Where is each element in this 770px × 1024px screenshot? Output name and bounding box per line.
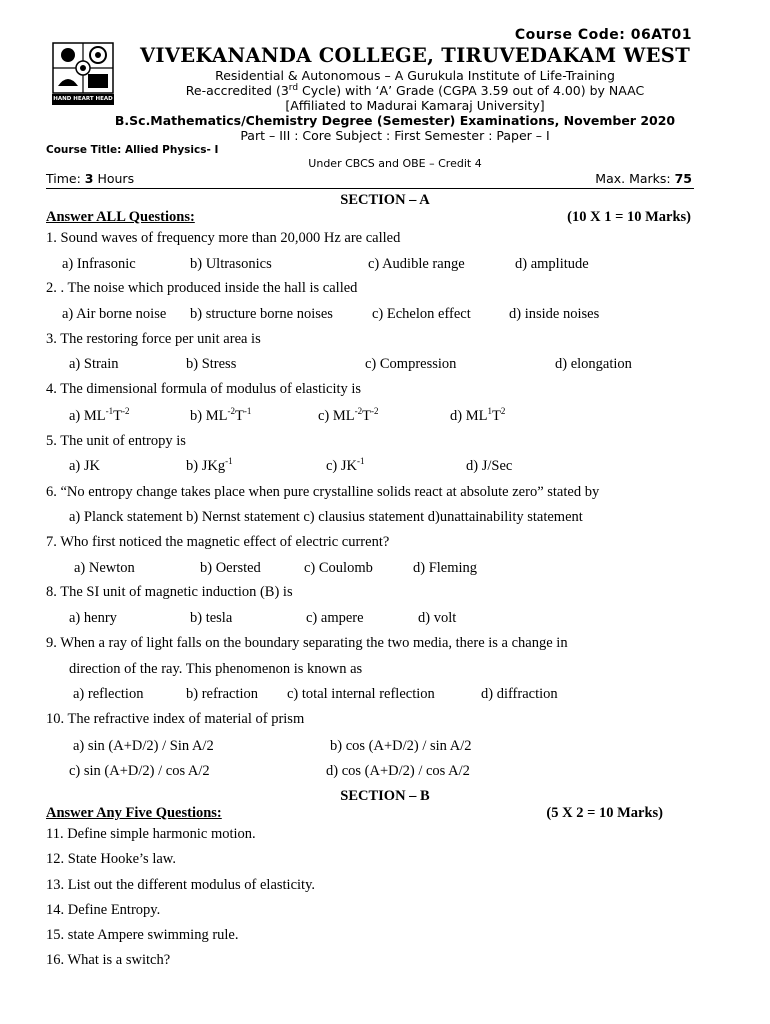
course-title: Course Title: Allied Physics- I [46,144,219,156]
q1-option-c: c) Audible range [368,256,465,272]
q7-option-d: d) Fleming [413,560,478,576]
q9-option-d: d) diffraction [481,686,558,702]
q2-option-b: b) structure borne noises [190,306,333,322]
question-9-continued: direction of the ray. This phenomenon is known as [69,661,363,677]
question-14: 14. Define Entropy. [46,902,161,918]
q9-option-c: c) total internal reflection [287,686,435,702]
q3-option-d: d) elongation [555,356,632,372]
q10-option-c: c) sin (A+D/2) / cos A/2 [69,763,210,779]
q10-option-d: d) cos (A+D/2) / cos A/2 [326,763,470,779]
header-line-3: [Affiliated to Madurai Kamaraj University] [285,98,545,113]
section-b-title: SECTION – B [340,788,430,804]
q4-option-c: c) $ML^{-2}T^{-2}$ [318,406,379,424]
q1-option-d: d) amplitude [515,256,589,272]
section-b-marks: (5 X 2 = 10 Marks) [546,805,663,821]
part-line: Part – III : Core Subject : First Semester : Paper – I [240,128,550,143]
q5-option-a: a) JK [69,458,101,474]
q2-option-a: a) Air borne noise [62,306,167,322]
q3-option-c: c) Compression [365,356,457,372]
time-line: Time: 3 Hours [46,171,135,186]
course-code: Course Code: 06AT01 [514,27,692,43]
question-6: 6. “No entropy change takes place when pure crystalline solids react at absolute zero” stated by [46,484,600,500]
q10-option-b: b) cos (A+D/2) / sin A/2 [330,738,472,754]
q4-option-b: b) $ML^{-2}T^{-1}$ [190,406,252,424]
section-b-instruction: Answer Any Five Questions: [46,805,222,821]
q8-option-c: c) ampere [306,610,364,626]
question-12: 12. State Hooke’s law. [46,851,176,867]
q5-option-d: d) J/Sec [466,458,513,474]
q3-option-a: a) Strain [69,356,119,372]
q2-option-d: d) inside noises [509,306,600,322]
header-line-1: Residential & Autonomous – A Gurukula Institute of Life-Training [215,68,615,83]
question-15: 15. state Ampere swimming rule. [46,927,239,943]
q7-option-a: a) Newton [74,560,135,576]
question-3: 3. The restoring force per unit area is [46,331,261,347]
question-10: 10. The refractive index of material of prism [46,711,305,727]
q9-option-b: b) refraction [186,686,259,702]
q1-option-b: b) Ultrasonics [190,256,272,272]
q8-option-a: a) henry [69,610,117,626]
question-11: 11. Define simple harmonic motion. [46,826,256,842]
question-9: 9. When a ray of light falls on the boundary separating the two media, there is a change in [46,635,568,651]
q1-option-a: a) Infrasonic [62,256,136,272]
q4-option-d: d) $ML^1T^2$ [450,406,506,424]
q8-option-d: d) volt [418,610,457,626]
question-8: 8. The SI unit of magnetic induction (B) is [46,584,293,600]
q7-option-c: c) Coulomb [304,560,373,576]
q10-option-a: a) sin (A+D/2) / Sin A/2 [73,738,214,754]
question-4: 4. The dimensional formula of modulus of elasticity is [46,381,362,397]
cbcs-line: Under CBCS and OBE – Credit 4 [308,157,482,170]
question-1: 1. Sound waves of frequency more than 20,000 Hz are called [46,230,401,246]
q5-option-b: b) JKg$^{-1}$ [186,456,233,474]
q6-options: a) Planck statement b) Nernst statement c) clausius statement d)unattainability statement [69,509,583,525]
section-a-instruction: Answer ALL Questions: [46,209,195,225]
header-line-2: Re-accredited (3rd Cycle) with ‘A’ Grade (CGPA 3.59 out of 4.00) by NAAC [185,82,645,98]
q2-option-c: c) Echelon effect [372,306,471,322]
question-13: 13. List out the different modulus of elasticity. [46,877,316,893]
q9-option-a: a) reflection [73,686,144,702]
logo-caption: HAND HEART HEAD [53,96,113,102]
question-5: 5. The unit of entropy is [46,433,186,449]
q5-option-c: c) $JK^{-1}$ [326,456,365,474]
section-a-marks: (10 X 1 = 10 Marks) [567,209,691,225]
college-name: VIVEKANANDA COLLEGE, TIRUVEDAKAM WEST [139,44,690,67]
q8-option-b: b) tesla [190,610,233,626]
q7-option-b: b) Oersted [200,560,261,576]
max-marks: Max. Marks: 75 [595,171,692,186]
q4-option-a: a) $ML^{-1}T^{-2}$ [69,406,130,424]
question-16: 16. What is a switch? [46,952,171,968]
header-divider [46,188,694,189]
q3-option-b: b) Stress [186,356,237,372]
section-a-title: SECTION – A [340,192,430,208]
exam-title: B.Sc.Mathematics/Chemistry Degree (Semester) Examinations, November 2020 [114,113,676,128]
question-2: 2. . The noise which produced inside the hall is called [46,280,358,296]
question-7: 7. Who first noticed the magnetic effect of electric current? [46,534,390,550]
